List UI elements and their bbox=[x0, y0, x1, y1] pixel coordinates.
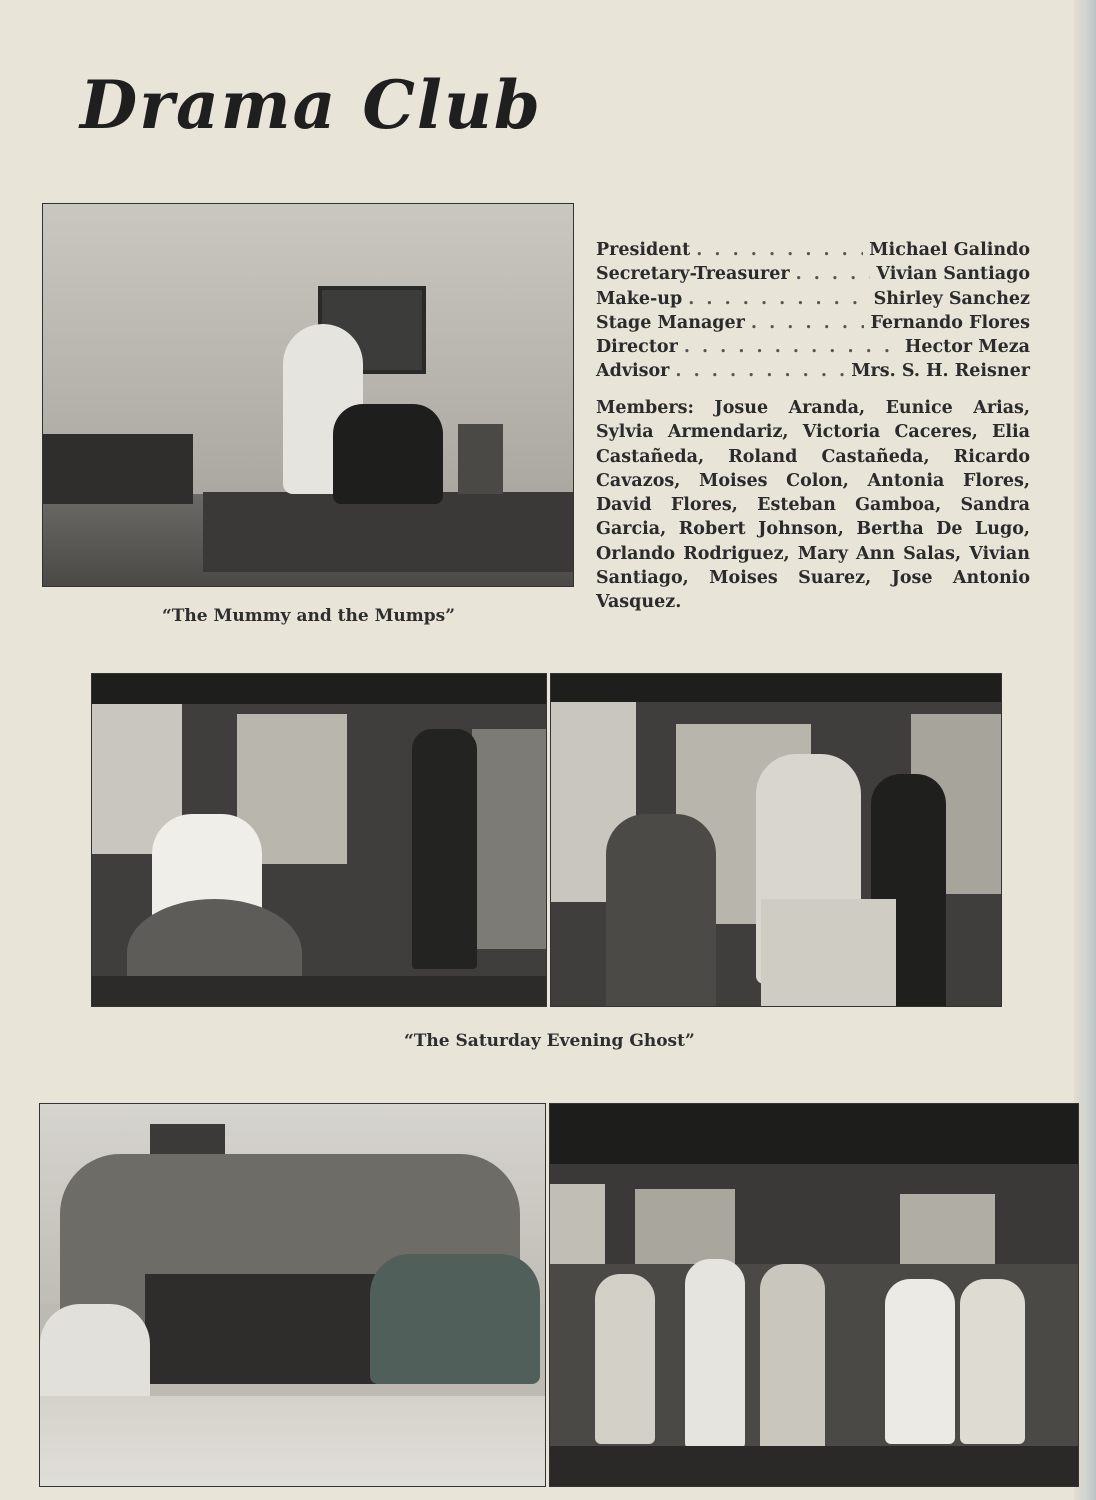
members-names: Josue Aranda, Eunice Arias, Sylvia Armendariz, Victoria Caceres, Elia Castañeda, Roland Castañeda, Ricardo Cavazos, Moises Colon, Antonia Flores, David Flores, Esteban Gamboa, Sandra Garcia, Robert Johnson, Bertha De Lugo, Orlando Rodriguez, Mary Ann Salas, Vivian Santiago, Moises Suarez, Jose Antonio Vasquez. bbox=[596, 398, 1031, 613]
officers-list bbox=[596, 238, 1030, 384]
photo-saturday-evening-ghost-left bbox=[91, 673, 547, 1007]
officer-name: Hector Meza bbox=[904, 337, 1030, 358]
officer-name: Fernando Flores bbox=[870, 312, 1030, 333]
officer-role: Secretary-Treasurer bbox=[596, 264, 790, 285]
officer-row-make-up bbox=[596, 287, 1030, 311]
officer-role: Director bbox=[596, 337, 678, 358]
officer-name: Michael Galindo bbox=[869, 240, 1030, 260]
officer-row-director bbox=[596, 335, 1030, 359]
officer-role: Stage Manager bbox=[596, 312, 745, 333]
officer-row-stage-manager bbox=[596, 311, 1030, 335]
photo-saturday-evening-ghost-right bbox=[550, 673, 1002, 1007]
officer-role: Make-up bbox=[596, 288, 683, 309]
officer-name: Vivian Santiago bbox=[876, 264, 1030, 285]
officer-row-secretary-treasurer bbox=[596, 262, 1030, 286]
caption-saturday-evening-ghost: “The Saturday Evening Ghost” bbox=[404, 1031, 695, 1051]
officer-role: Advisor bbox=[596, 361, 670, 382]
members-paragraph bbox=[596, 396, 1030, 615]
officer-row-president bbox=[596, 238, 1030, 262]
members-label: Members: bbox=[596, 398, 694, 418]
caption-mummy-and-mumps: “The Mummy and the Mumps” bbox=[162, 606, 456, 626]
page-title: Drama Club bbox=[80, 66, 543, 144]
officer-name: Shirley Sanchez bbox=[873, 288, 1030, 309]
photo-cast-group bbox=[39, 1103, 546, 1487]
photo-cast-on-stage bbox=[549, 1103, 1079, 1487]
officer-row-advisor bbox=[596, 359, 1030, 383]
officer-name: Mrs. S. H. Reisner bbox=[851, 361, 1030, 382]
officer-role: President bbox=[596, 240, 691, 260]
photo-mummy-and-mumps bbox=[42, 203, 574, 587]
